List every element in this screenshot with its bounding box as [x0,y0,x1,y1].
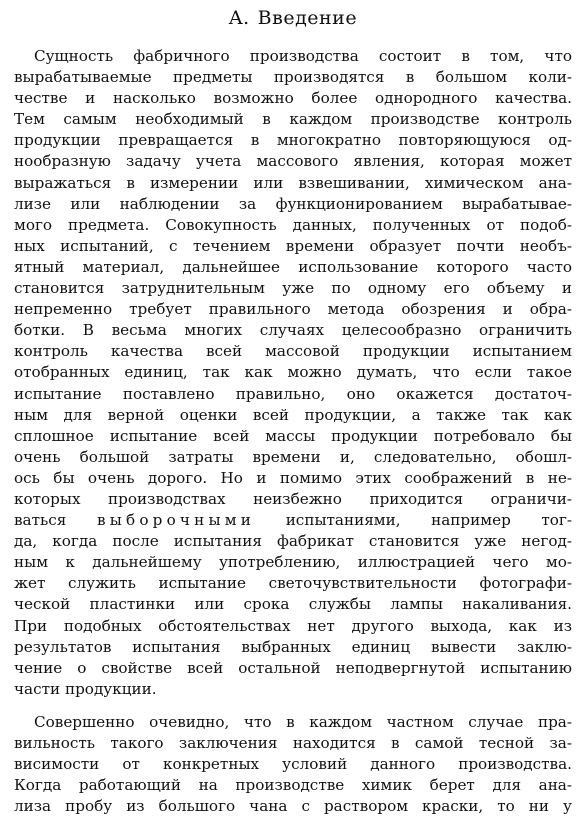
text-line: мого предмета. Совокупность данных, полученных от подоб- [14,215,572,234]
text-line: честве и насколько возможно более однородного качества. [14,89,572,108]
text-line: лизе или наблюдении за функционированием вырабатывае- [14,194,572,213]
text-line: контроль качества всей массовой продукции испытанием [14,342,572,361]
text-line: жет служить испытание светочувствительности фотографи- [14,574,572,593]
text-line-emphasis [14,510,572,531]
emphasized-word: выборочными [96,511,256,530]
text-line: Совершенно очевидно, что в каждом частном случае пра- [34,712,572,731]
text-line: части продукции. [14,679,157,698]
section-heading [14,0,572,32]
text-line: Когда работающий на производстве химик берет для ана- [14,776,572,795]
text-line: выражаться в измерении или взвешивании, химическом ана- [14,173,572,192]
text-line: продукции превращается в многократно повторяющуюся од- [14,131,572,150]
text-line: вильность такого заключения находится в самой тесной за- [14,734,572,752]
document-page [14,0,572,817]
text-line: лиза пробу из большого чана с раствором краски, то ни у [14,797,572,816]
text-line: Тем самым необходимый в каждом производстве контроль [14,110,572,129]
text-line: ятный материал, дальнейшее использование которого часто [14,257,572,276]
text-line: ным к дальнейшему употреблению, иллюстрацией чего мо- [14,553,572,572]
text-line: ных испытаний, с течением времени образует почти необъ- [14,236,572,255]
text-line: сплошное испытание всей массы продукции потребовало бы [14,426,572,445]
text-line: которых производствах неизбежно приходится ограничи- [14,489,572,508]
text-line: становится затруднительным уже по одному его объему и [14,279,572,298]
text-segment: ваться [14,511,67,530]
text-line: непременно требует правильного метода обозрения и обра- [14,300,572,319]
text-line: испытание поставлено правильно, оно окажется достаточ- [14,384,572,403]
paragraph-2 [14,712,572,817]
text-line: При подобных обстоятельствах нет другого выхода, как из [14,616,572,635]
text-line: висимости от конкретных условий данного производства. [14,755,572,774]
text-line: да, когда после испытания фабрикат становится уже негод- [14,532,572,551]
section-number: A. [228,7,250,29]
text-line: Сущность фабричного производства состоит в том, что [34,47,572,65]
text-line: результатов испытания выбранных единиц вывести заклю- [14,637,572,656]
text-line: чение о свойстве всей остальной неподвергнутой испытанию [14,658,572,677]
text-line: вырабатываемые предметы производятся в большом коли- [14,68,572,87]
paragraph-1 [14,46,572,700]
text-line: ось бы очень дорого. Но и помимо этих соображений в не- [14,468,572,487]
text-line: ным для верной оценки всей продукции, а также так как [14,405,572,424]
text-line: ческой пластинки или срока службы лампы накаливания. [14,595,572,614]
text-line: нообразную задачу учета массового явления, которая может [14,152,572,171]
text-line: отобранных единиц, так как можно думать, что если такое [14,363,572,382]
text-segment: испытаниями, например тог- [285,511,572,530]
section-title: Введение [257,7,358,29]
text-line: ботки. В весьма многих случаях целесообразно ограничить [14,321,572,340]
text-line: очень большой затраты времени и, следовательно, обошл- [14,447,572,466]
